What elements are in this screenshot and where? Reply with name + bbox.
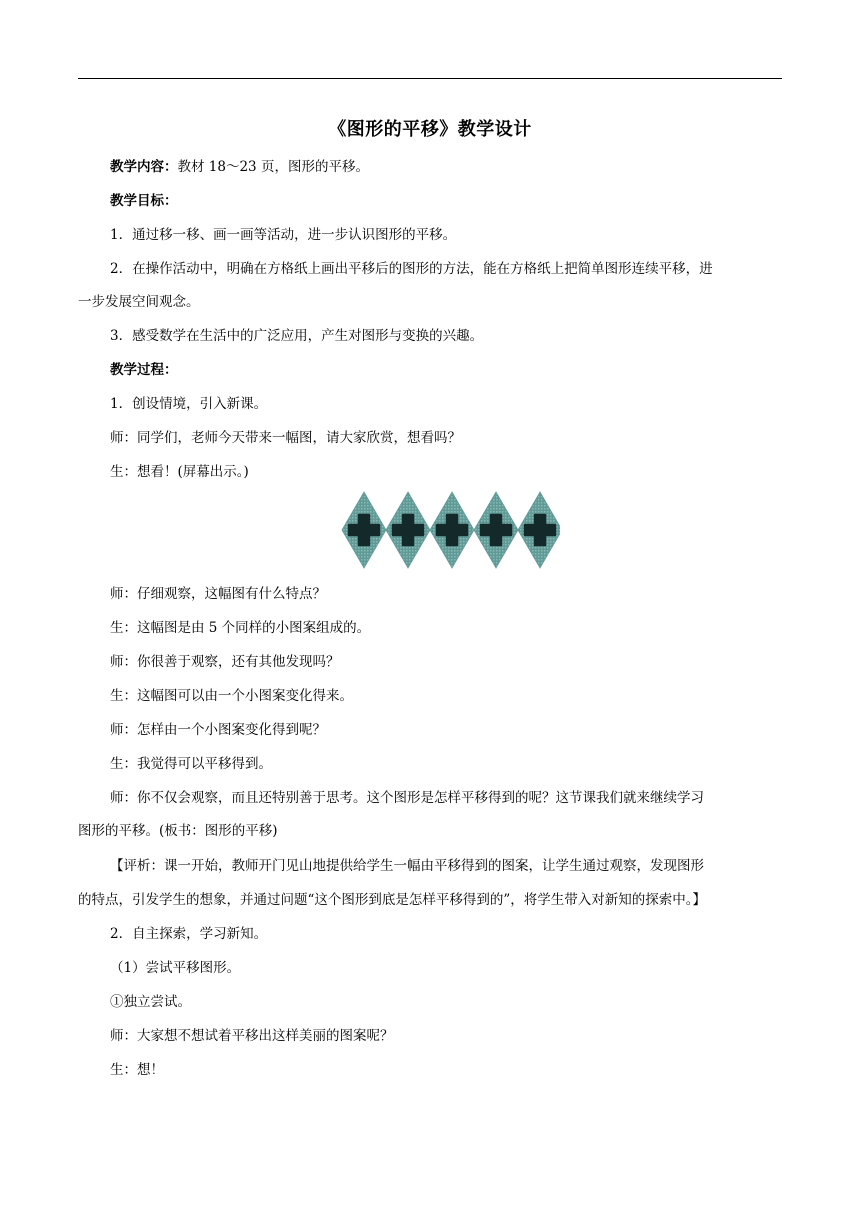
- process-heading: 教学过程：: [110, 362, 178, 378]
- goals-heading: 教学目标：: [110, 193, 178, 209]
- dialogue-1: 师：同学们，老师今天带来一幅图，请大家欣赏，想看吗？: [110, 430, 461, 446]
- substep-1: （1）尝试平移图形。: [110, 960, 241, 976]
- page-title: 《图形的平移》教学设计: [328, 119, 532, 140]
- dialogue-4: 生：这幅图是由 5 个同样的小图案组成的。: [110, 620, 371, 636]
- header-rule: [78, 78, 782, 79]
- step-1: 1．创设情境，引入新课。: [110, 396, 268, 412]
- dialogue-7: 师：怎样由一个小图案变化得到呢？: [110, 722, 326, 738]
- dialogue-6: 生：这幅图可以由一个小图案变化得来。: [110, 688, 353, 704]
- pattern-tile: [518, 492, 560, 568]
- dialogue-3: 师：仔细观察，这幅图有什么特点？: [110, 586, 326, 602]
- dialogue-2: 生：想看！(屏幕出示。): [110, 464, 249, 480]
- goal-3: 3．感受数学在生活中的广泛应用，产生对图形与变换的兴趣。: [110, 328, 484, 344]
- goal-1: 1．通过移一移、画一画等活动，进一步认识图形的平移。: [110, 227, 457, 243]
- pattern-tile: [430, 492, 474, 568]
- dialogue-8: 生：我觉得可以平移得到。: [110, 756, 272, 772]
- content-text: 教材 18～23 页，图形的平移。: [177, 159, 369, 175]
- content-label: 教学内容：: [110, 159, 178, 175]
- pattern-tile: [474, 492, 518, 568]
- goal-2-line-1: 2．在操作活动中，明确在方格纸上画出平移后的图形的方法，能在方格纸上把简单图形连续平移，进: [110, 261, 713, 277]
- step-2: 2．自主探索，学习新知。: [110, 926, 268, 942]
- goal-2-line-2: 一步发展空间观念。: [78, 294, 200, 310]
- commentary-line-1: 【评析：课一开始，教师开门见山地提供给学生一幅由平移得到的图案，让学生通过观察，发现图形: [110, 858, 704, 874]
- substep-1a: ①独立尝试。: [110, 994, 191, 1010]
- translation-pattern-figure: [340, 490, 560, 570]
- commentary-line-2: 的特点，引发学生的想象，并通过问题“这个图形到底是怎样平移得到的”，将学生带入对新知的探索中。】: [78, 892, 707, 908]
- pattern-tile: [342, 492, 386, 568]
- pattern-tile: [386, 492, 430, 568]
- dialogue-5: 师：你很善于观察，还有其他发现吗？: [110, 654, 340, 670]
- dialogue-9-line-1: 师：你不仅会观察，而且还特别善于思考。这个图形是怎样平移得到的呢？这节课我们就来继续学习: [110, 790, 704, 806]
- dialogue-9-line-2: 图形的平移。(板书：图形的平移): [78, 823, 278, 839]
- dialogue-10: 师：大家想不想试着平移出这样美丽的图案呢？: [110, 1028, 394, 1044]
- content-line: [78, 151, 782, 183]
- dialogue-11: 生：想！: [110, 1062, 164, 1078]
